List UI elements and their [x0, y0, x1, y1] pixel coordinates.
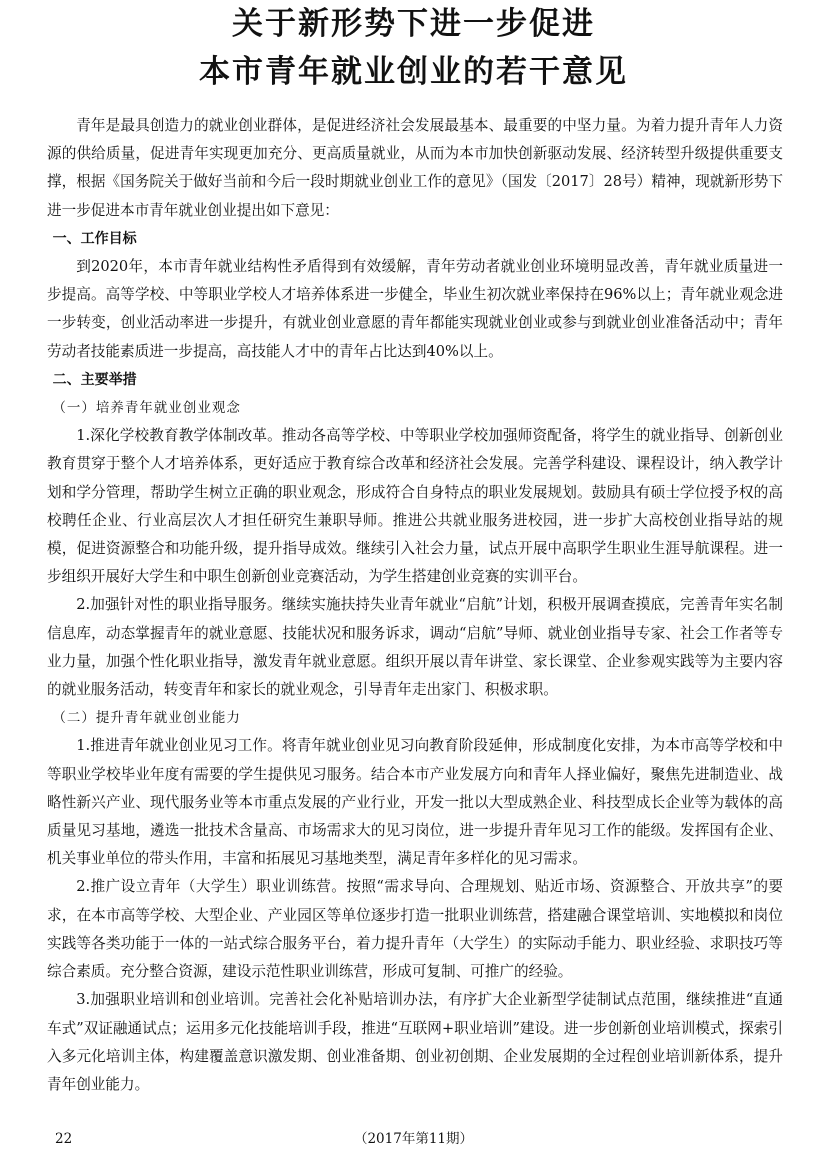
paragraph-1-2: 2.加强针对性的职业指导服务。继续实施扶持失业青年就业“启航”计划，积极开展调查摸底，完善青年实名制信息库，动态掌握青年的就业意愿、技能状况和服务诉求，调动“启航”导师、就业创业指导专家、社会工作者等专业力量，加强个性化职业指导，激发青年就业意愿。组织开展以青年讲堂、家长课堂、企业参观实践等为主要内容的就业服务活动，转变青年和家长的就业观念，引导青年走出家门、积极求职。	[47, 596, 783, 699]
title-line-1: 关于新形势下进一步促进	[232, 6, 595, 42]
paragraph-1-1: 1.深化学校教育教学体制改革。推动各高等学校、中等职业学校加强师资配备，将学生的就业指导、创新创业教育贯穿于整个人才培养体系，更好适应于教育综合改革和经济社会发展。完善学科建设、课程设计，纳入教学计划和学分管理，帮助学生树立正确的职业观念，形成符合自身特点的职业发展规划。鼓励具有硕士学位授予权的高校聘任企业、行业高层次人才担任研究生兼职导师。推进公共就业服务进校园，进一步扩大高校创业指导站的规模，促进资源整合和功能升级，提升指导成效。继续引入社会力量，试点开展中高职学生职业生涯导航课程。进一步组织开展好大学生和中职生创新创业竞赛活动，为学生搭建创业竞赛的实训平台。	[47, 427, 783, 586]
issue-label: （2017年第11期）	[353, 1131, 474, 1147]
goals-paragraph: 到2020年，本市青年就业结构性矛盾得到有效缓解，青年劳动者就业创业环境明显改善，青年就业质量进一步提高。高等学校、中等职业学校人才培养体系进一步健全，毕业生初次就业率保持在96%以上；青年就业观念进一步转变，创业活动率进一步提升，有就业创业意愿的青年都能实现就业创业或参与到就业创业准备活动中；青年劳动者技能素质进一步提高，高技能人才中的青年占比达到40%以上。	[47, 258, 783, 360]
title-line-2: 本市青年就业创业的若干意见	[199, 54, 628, 90]
paragraph-2-1: 1.推进青年就业创业见习工作。将青年就业创业见习向教育阶段延伸，形成制度化安排，为本市高等学校和中等职业学校毕业年度有需要的学生提供见习服务。结合本市产业发展方向和青年人择业偏好，聚焦先进制造业、战略性新兴产业、现代服务业等本市重点发展的产业行业，开发一批以大型成熟企业、科技型成长企业等为载体的高质量见习基地，遴选一批技术含量高、市场需求大的见习岗位，进一步提升青年见习工作的能级。发挥国有企业、机关事业单位的带头作用，丰富和拓展见习基地类型，满足青年多样化的见习需求。	[47, 737, 783, 868]
intro-paragraph: 青年是最具创造力的就业创业群体，是促进经济社会发展最基本、最重要的中坚力量。为着力提升青年人力资源的供给质量，促进青年实现更加充分、更高质量就业，从而为本市加快创新驱动发展、经济转型升级提供重要支撑，根据《国务院关于做好当前和今后一段时期就业创业工作的意见》（国发〔2017〕28号）精神，现就新形势下进一步促进本市青年就业创业提出如下意见：	[47, 117, 783, 219]
page-number: 22	[55, 1131, 73, 1147]
section-heading-goals: 一、工作目标	[52, 230, 137, 247]
subsection-heading-2: （二）提升青年就业创业能力	[52, 710, 241, 727]
paragraph-2-2: 2.推广设立青年（大学生）职业训练营。按照“需求导向、合理规划、贴近市场、资源整合、开放共享”的要求，在本市高等学校、大型企业、产业园区等单位逐步打造一批职业训练营，搭建融合课堂培训、实地模拟和岗位实践等各类功能于一体的一站式综合服务平台，着力提升青年（大学生）的实际动手能力、职业经验、求职技巧等综合素质。充分整合资源，建设示范性职业训练营，形成可复制、可推广的经验。	[47, 878, 783, 981]
subsection-heading-1: （一）培养青年就业创业观念	[52, 400, 241, 417]
section-heading-measures: 二、主要举措	[52, 371, 137, 388]
paragraph-2-3: 3.加强职业培训和创业培训。完善社会化补贴培训办法，有序扩大企业新型学徒制试点范围，继续推进“直通车式”双证融通试点；运用多元化技能培训手段，推进“互联网+职业培训”建设。进一步创新创业培训模式，探索引入多元化培训主体，构建覆盖意识激发期、创业准备期、创业初创期、企业发展期的全过程创业培训新体系，提升青年创业能力。	[47, 991, 783, 1093]
article-body	[47, 112, 783, 1099]
